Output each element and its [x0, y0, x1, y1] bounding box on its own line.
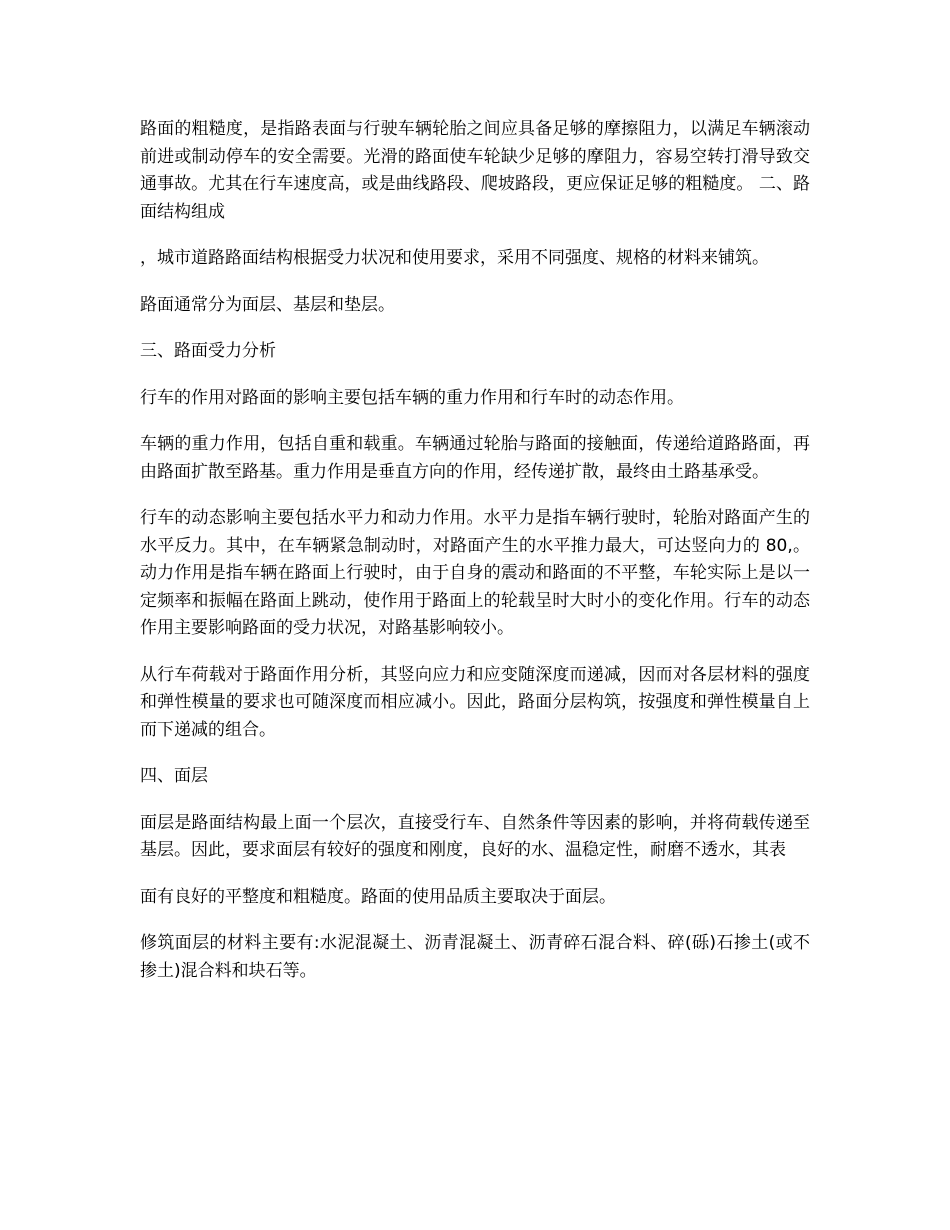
paragraph-surface-quality: 面有良好的平整度和粗糙度。路面的使用品质主要取决于面层。 — [140, 886, 616, 907]
paragraph-roughness: 路面的粗糙度，是指路表面与行驶车辆轮胎之间应具备足够的摩擦阻力，以满足车辆滚动前进或制动停车的安全需要。光滑的路面使车轮缺少足够的摩阻力，容易空转打滑导致交通事故。尤其在行车速度高，或是曲线路段、爬坡路段，更应保证足够的粗糙度。 二、路面结构组成 — [140, 119, 810, 222]
paragraph-city-road-structure: ，城市道路路面结构根据受力状况和使用要求，采用不同强度、规格的材料来铺筑。 — [140, 248, 769, 268]
paragraph-surface-materials: 修筑面层的材料主要有:水泥混凝土、沥青混凝土、沥青碎石混合料、碎(砾)石掺土(或不掺土)混合料和块石等。 — [140, 933, 810, 981]
section-heading-surface-layer: 四、面层 — [140, 766, 208, 786]
paragraph-gravity-effect: 车辆的重力作用，包括自重和载重。车辆通过轮胎与路面的接触面，传递给道路路面，再由路面扩散至路基。重力作用是垂直方向的作用，经传递扩散，最终由土路基承受。 — [140, 434, 810, 482]
paragraph-layers: 路面通常分为面层、基层和垫层。 — [140, 294, 395, 315]
paragraph-dynamic-effect: 行车的动态影响主要包括水平力和动力作用。水平力是指车辆行驶时，轮胎对路面产生的水平反力。其中，在车辆紧急制动时，对路面产生的水平推力最大，可达竖向力的 80,。动力作用是指车辆在路面上行驶时，由于自身的震动和路面的不平整，车轮实际上是以一定频率和振幅在路面上跳动，使作用于路面上的轮载呈时大时小的变化作用。行车的动态作用主要影响路面的受力状况，对路基影响较小。 — [140, 508, 810, 638]
section-heading-force-analysis: 三、路面受力分析 — [140, 341, 276, 361]
paragraph-traffic-effect: 行车的作用对路面的影响主要包括车辆的重力作用和行车时的动态作用。 — [140, 387, 684, 408]
paragraph-surface-layer-definition: 面层是路面结构最上面一个层次，直接受行车、自然条件等因素的影响，并将荷载传递至基层。因此，要求面层有较好的强度和刚度，良好的水、温稳定性，耐磨不透水，其表 — [140, 812, 810, 860]
document-body — [140, 116, 810, 1004]
paragraph-load-analysis: 从行车荷载对于路面作用分析，其竖向应力和应变随深度而递减，因而对各层材料的强度和弹性模量的要求也可随深度而相应减小。因此，路面分层构筑，按强度和弹性模量自上而下递减的组合。 — [140, 664, 810, 740]
